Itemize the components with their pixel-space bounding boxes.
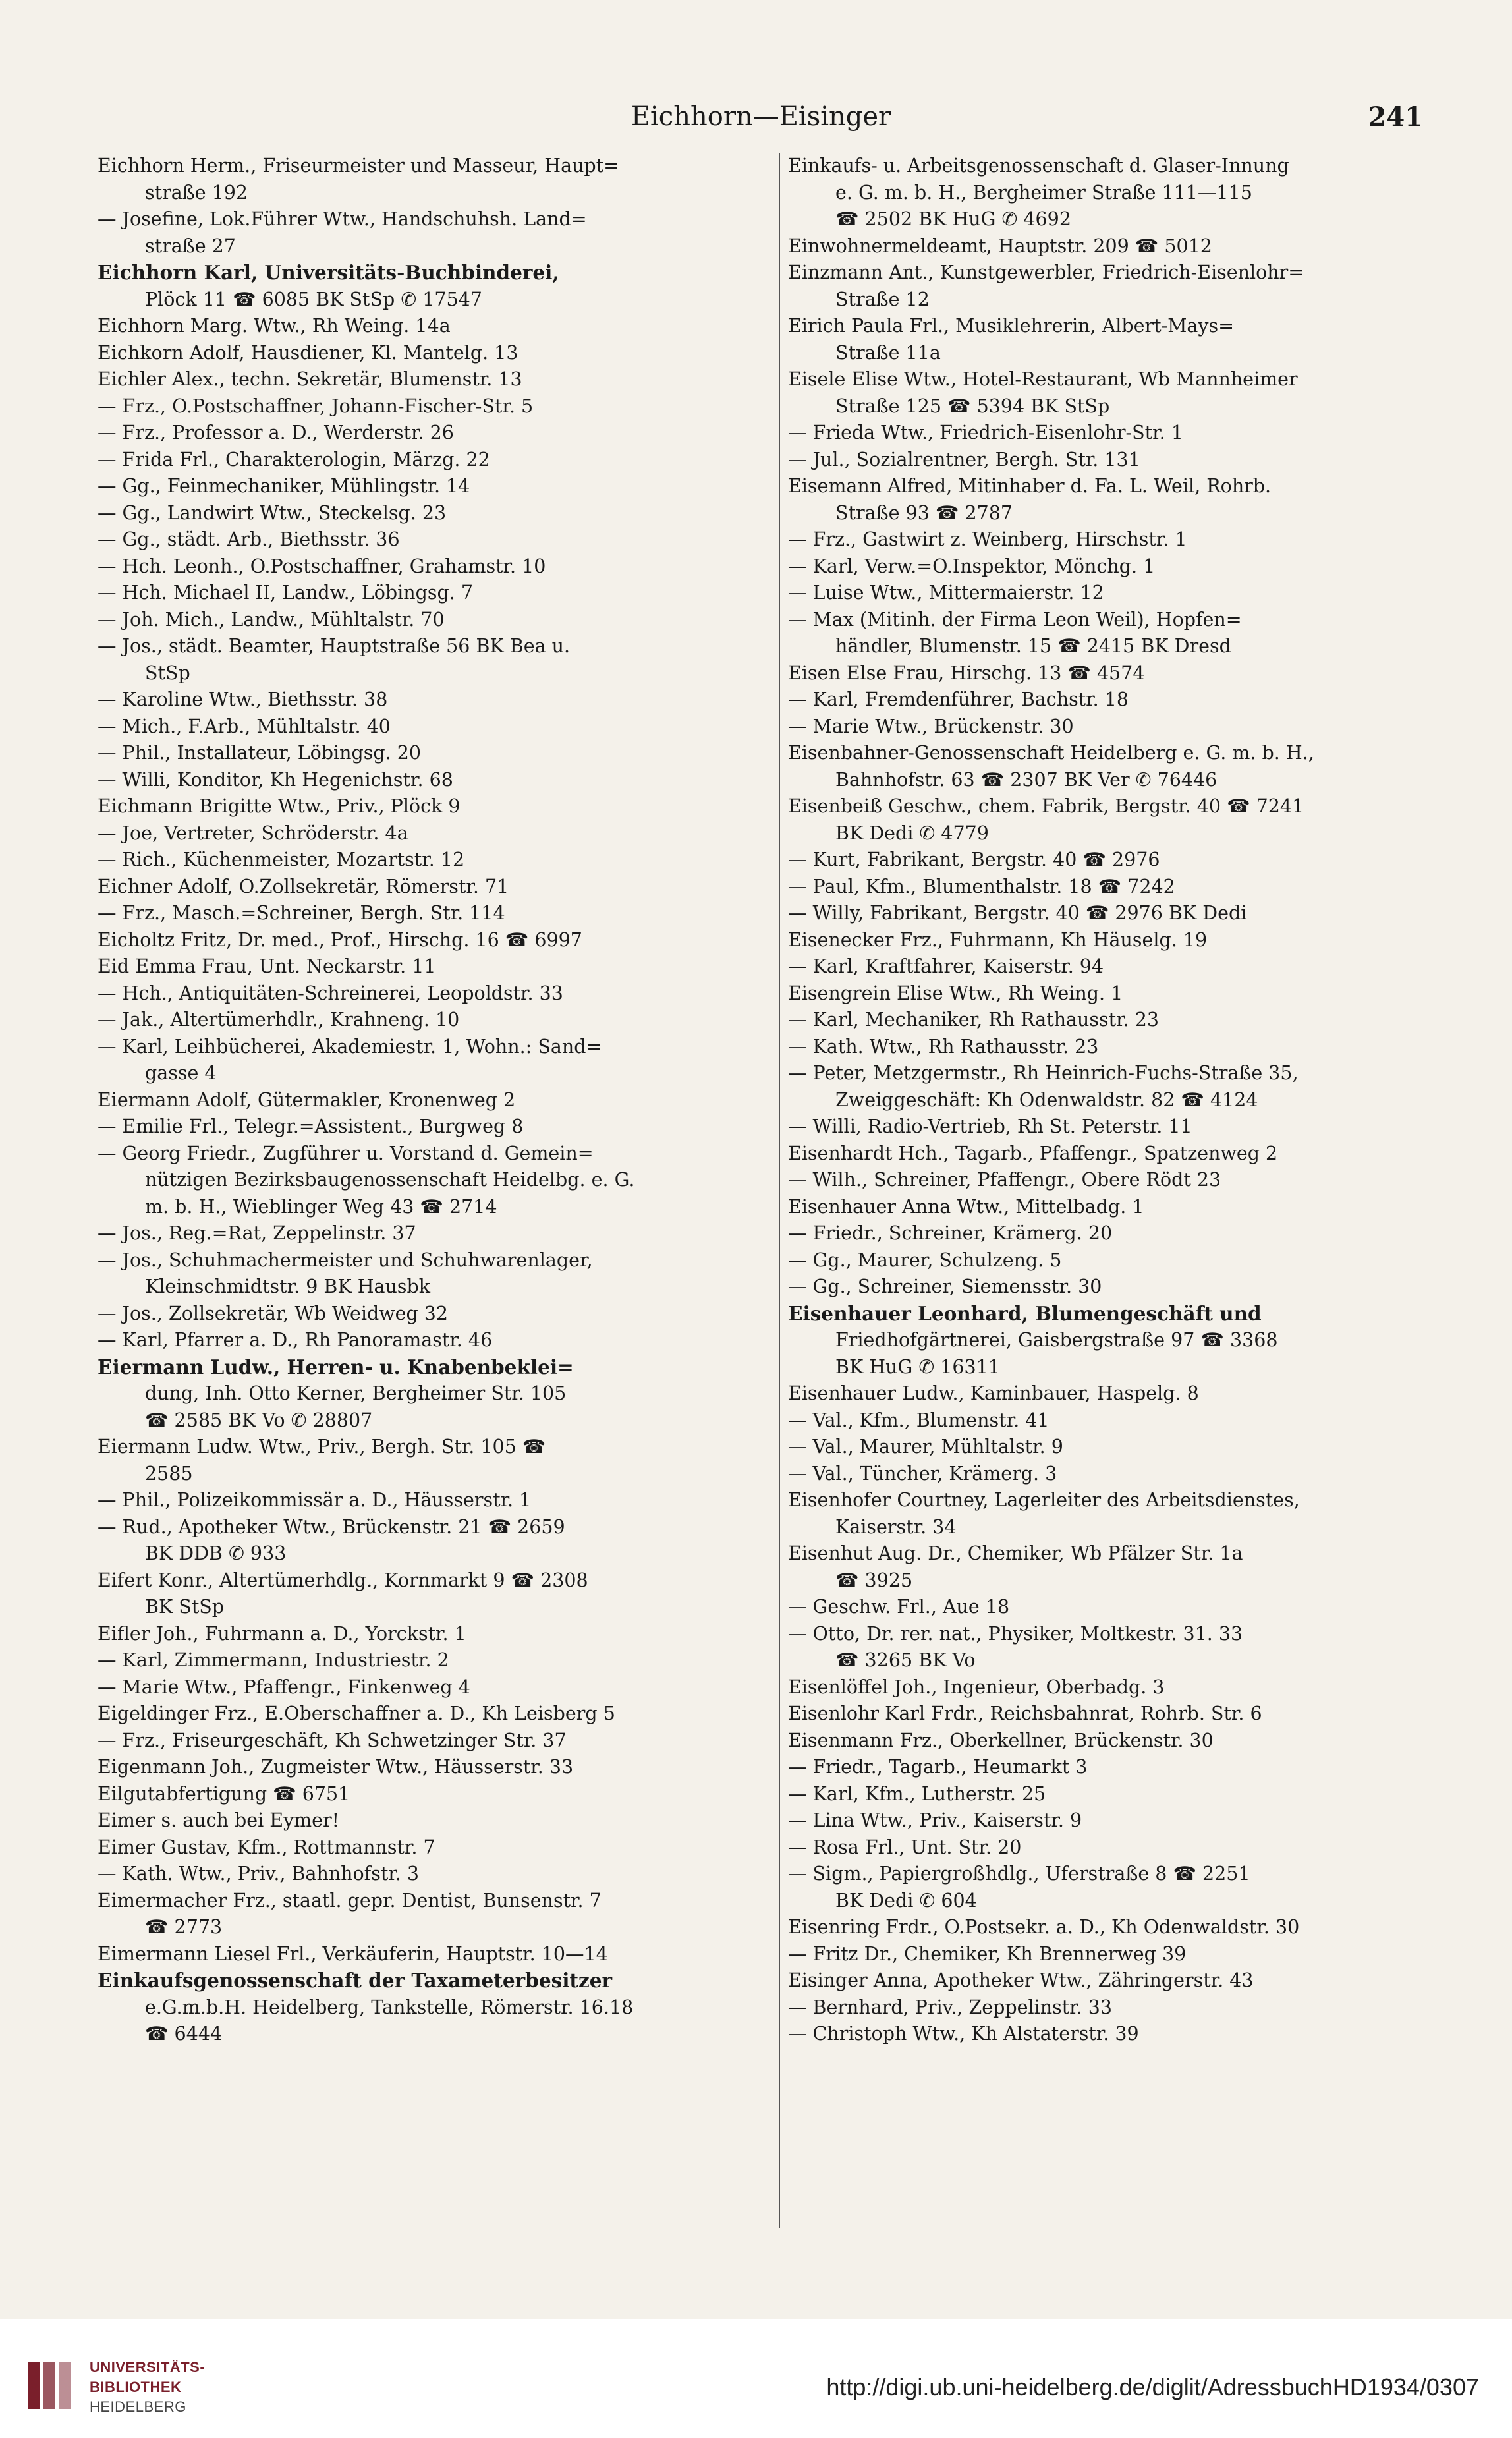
directory-entry: Einwohnermeldeamt, Hauptstr. 209 ☎ 5012 — [788, 235, 1212, 257]
directory-entry: Eisenmann Frz., Oberkellner, Brückenstr. 30 — [788, 1729, 1214, 1751]
directory-entry: — Frz., Gastwirt z. Weinberg, Hirschstr. 1 — [788, 528, 1187, 550]
directory-entry: — Karl, Fremdenführer, Bachstr. 18 — [788, 689, 1129, 710]
directory-entry: — Karl, Zimmermann, Industriestr. 2 — [98, 1649, 449, 1671]
directory-entry: — Rich., Küchenmeister, Mozartstr. 12 — [98, 849, 465, 870]
directory-entry: Eichhorn Marg. Wtw., Rh Weing. 14a — [98, 315, 451, 337]
directory-entry: — Georg Friedr., Zugführer u. Vorstand d. Gemein= — [98, 1142, 594, 1164]
directory-entry: — Peter, Metzgermstr., Rh Heinrich-Fuchs-Straße 35, — [788, 1062, 1299, 1084]
directory-entry: — Rud., Apotheker Wtw., Brückenstr. 21 ☎ 2659 — [98, 1516, 565, 1538]
directory-entry: — Emilie Frl., Telegr.=Assistent., Burgweg 8 — [98, 1116, 524, 1137]
directory-entry: — Kurt, Fabrikant, Bergstr. 40 ☎ 2976 — [788, 849, 1160, 870]
directory-entry: Eisenlöffel Joh., Ingenieur, Oberbadg. 3 — [788, 1676, 1165, 1698]
directory-entry: — Josefine, Lok.Führer Wtw., Handschuhsh. Land= — [98, 208, 587, 230]
directory-entry: — Karl, Verw.=O.Inspektor, Mönchg. 1 — [788, 555, 1156, 577]
directory-entry: — Gg., städt. Arb., Biethsstr. 36 — [98, 528, 400, 550]
directory-entry: Eimermacher Frz., staatl. gepr. Dentist, Bunsenstr. 7 — [98, 1889, 602, 1912]
logo-text-line1: UNIVERSITÄTS- — [90, 2359, 206, 2375]
entry-continuation: 2585 — [145, 1462, 193, 1485]
directory-entry: — Jos., Zollsekretär, Wb Weidweg 32 — [98, 1302, 449, 1324]
entry-continuation: Straße 11a — [835, 341, 941, 364]
entry-continuation: nützigen Bezirksbaugenossenschaft Heidelbg. e. G. — [145, 1169, 635, 1191]
entry-continuation: ☎ 6444 — [145, 2023, 223, 2045]
directory-entry: — Otto, Dr. rer. nat., Physiker, Moltkestr. 31. 33 — [788, 1622, 1243, 1645]
directory-entry: — Phil., Polizeikommissär a. D., Häusserstr. 1 — [98, 1489, 532, 1511]
directory-entry: Eisenhauer Leonhard, Blumengeschäft und — [788, 1301, 1262, 1325]
entry-continuation: ☎ 2773 — [145, 1916, 223, 1938]
directory-entry: — Friedr., Schreiner, Krämerg. 20 — [788, 1222, 1113, 1244]
directory-entry: — Willi, Konditor, Kh Hegenichstr. 68 — [98, 768, 453, 791]
directory-entry: Eisenhofer Courtney, Lagerleiter des Arbeitsdienstes, — [788, 1489, 1300, 1511]
entry-continuation: BK Dedi ✆ 604 — [835, 1889, 977, 1912]
directory-entry: — Karl, Pfarrer a. D., Rh Panoramastr. 46 — [98, 1329, 493, 1351]
directory-entry: — Kath. Wtw., Rh Rathausstr. 23 — [788, 1035, 1099, 1058]
entry-continuation: m. b. H., Wieblinger Weg 43 ☎ 2714 — [145, 1195, 497, 1218]
entry-continuation: BK HuG ✆ 16311 — [835, 1355, 1000, 1378]
directory-entry: — Karl, Kfm., Lutherstr. 25 — [788, 1782, 1046, 1805]
page-title: Eichhorn—Eisinger — [630, 101, 891, 132]
directory-entry: Eimer s. auch bei Eymer! — [98, 1809, 340, 1831]
directory-entry: — Kath. Wtw., Priv., Bahnhofstr. 3 — [98, 1863, 420, 1885]
directory-entry: — Marie Wtw., Brückenstr. 30 — [788, 715, 1074, 737]
directory-entry: — Marie Wtw., Pfaffengr., Finkenweg 4 — [98, 1676, 470, 1698]
entry-continuation: gasse 4 — [145, 1062, 217, 1084]
directory-entry: Eichmann Brigitte Wtw., Priv., Plöck 9 — [98, 795, 461, 817]
directory-entry: — Christoph Wtw., Kh Alstaterstr. 39 — [788, 2023, 1139, 2045]
directory-entry: — Willy, Fabrikant, Bergstr. 40 ☎ 2976 BK Dedi — [788, 902, 1247, 924]
directory-entry: — Bernhard, Priv., Zeppelinstr. 33 — [788, 1996, 1113, 2018]
directory-entry: Eisenbahner-Genossenschaft Heidelberg e. G. m. b. H., — [788, 742, 1314, 764]
directory-entry: Eiermann Ludw., Herren- u. Knabenbeklei= — [98, 1355, 574, 1378]
directory-entry: — Karl, Kraftfahrer, Kaiserstr. 94 — [788, 955, 1104, 977]
directory-entry: Eifler Joh., Fuhrmann a. D., Yorckstr. 1 — [98, 1622, 466, 1645]
directory-entry: — Max (Mitinh. der Firma Leon Weil), Hopfen= — [788, 608, 1242, 631]
entry-continuation: Kleinschmidtstr. 9 BK Hausbk — [145, 1276, 431, 1297]
directory-entry: — Frz., Professor a. D., Werderstr. 26 — [98, 422, 454, 443]
directory-entry: — Paul, Kfm., Blumenthalstr. 18 ☎ 7242 — [788, 875, 1175, 897]
directory-entry: Eirich Paula Frl., Musiklehrerin, Albert-Mays= — [788, 315, 1235, 337]
source-url-link[interactable]: http://digi.ub.uni-heidelberg.de/diglit/AdressbuchHD1934/0307 — [826, 2373, 1479, 2400]
directory-entry: — Wilh., Schreiner, Pfaffengr., Obere Rödt 23 — [788, 1169, 1221, 1191]
directory-entry: — Joe, Vertreter, Schröderstr. 4a — [98, 822, 408, 844]
directory-entry: — Jos., Reg.=Rat, Zeppelinstr. 37 — [98, 1222, 416, 1244]
entry-continuation: Straße 12 — [835, 288, 930, 310]
directory-entry: Eisenecker Frz., Fuhrmann, Kh Häuselg. 19 — [788, 928, 1208, 951]
directory-entry: Eigeldinger Frz., E.Oberschaffner a. D., Kh Leisberg 5 — [98, 1703, 615, 1724]
entry-continuation: ☎ 2585 BK Vo ✆ 28807 — [145, 1409, 373, 1431]
library-logo[interactable] — [26, 2355, 224, 2421]
page-number: 241 — [1368, 101, 1423, 132]
directory-entry: Eisele Elise Wtw., Hotel-Restaurant, Wb Mannheimer — [788, 368, 1298, 390]
entry-continuation: ☎ 2502 BK HuG ✆ 4692 — [835, 208, 1071, 230]
directory-entry: — Geschw. Frl., Aue 18 — [788, 1596, 1010, 1618]
entry-continuation: händler, Blumenstr. 15 ☎ 2415 BK Dresd — [835, 635, 1231, 657]
library-logo-icon — [26, 2359, 72, 2412]
directory-entry: Eiermann Ludw. Wtw., Priv., Bergh. Str. 105 ☎ — [98, 1436, 546, 1458]
entry-continuation: BK StSp — [145, 1596, 225, 1618]
footer-bar — [0, 2319, 1512, 2438]
directory-entry: — Gg., Schreiner, Siemensstr. 30 — [788, 1276, 1102, 1297]
directory-entry: — Frida Frl., Charakterologin, Märzg. 22 — [98, 448, 490, 470]
column-divider — [779, 153, 780, 2228]
right-column — [788, 153, 1437, 2228]
directory-entry: — Frz., O.Postschaffner, Johann-Fischer-Str. 5 — [98, 395, 534, 417]
directory-entry: Eisemann Alfred, Mitinhaber d. Fa. L. Weil, Rohrb. — [788, 475, 1272, 497]
directory-entry: Eisenhauer Anna Wtw., Mittelbadg. 1 — [788, 1195, 1144, 1218]
directory-entry: Eicholtz Fritz, Dr. med., Prof., Hirschg. 16 ☎ 6997 — [98, 928, 582, 951]
directory-entry: — Joh. Mich., Landw., Mühltalstr. 70 — [98, 608, 445, 631]
logo-text-line2: BIBLIOTHEK — [90, 2379, 182, 2395]
entry-continuation: straße 192 — [145, 181, 248, 204]
directory-entry: Eimermann Liesel Frl., Verkäuferin, Hauptstr. 10—14 — [98, 1942, 608, 1965]
entry-continuation: straße 27 — [145, 235, 236, 257]
directory-entry: — Hch. Michael II, Landw., Löbingsg. 7 — [98, 582, 473, 604]
directory-entry: Eichhorn Herm., Friseurmeister und Masseur, Haupt= — [98, 155, 620, 177]
directory-entry: — Fritz Dr., Chemiker, Kh Brennerweg 39 — [788, 1942, 1187, 1965]
entry-continuation: Straße 93 ☎ 2787 — [835, 501, 1013, 524]
entry-continuation: Straße 125 ☎ 5394 BK StSp — [835, 395, 1110, 417]
directory-entry: — Lina Wtw., Priv., Kaiserstr. 9 — [788, 1809, 1082, 1831]
directory-entry: — Gg., Feinmechaniker, Mühlingstr. 14 — [98, 475, 470, 497]
directory-entry: Einzmann Ant., Kunstgewerbler, Friedrich-Eisenlohr= — [788, 262, 1304, 283]
directory-entry: — Mich., F.Arb., Mühltalstr. 40 — [98, 715, 391, 737]
directory-entry: — Karl, Leihbücherei, Akademiestr. 1, Wohn.: Sand= — [98, 1035, 602, 1058]
directory-entry: Eichner Adolf, O.Zollsekretär, Römerstr. 71 — [98, 875, 509, 897]
directory-entry: — Karl, Mechaniker, Rh Rathausstr. 23 — [788, 1009, 1159, 1031]
directory-entry: Eichhorn Karl, Universitäts-Buchbinderei, — [98, 261, 559, 284]
directory-entry: — Friedr., Tagarb., Heumarkt 3 — [788, 1756, 1088, 1778]
directory-entry: — Jos., Schuhmachermeister und Schuhwarenlager, — [98, 1249, 593, 1271]
directory-entry: Eigenmann Joh., Zugmeister Wtw., Häusserstr. 33 — [98, 1756, 574, 1778]
directory-entry: — Hch. Leonh., O.Postschaffner, Grahamstr. 10 — [98, 555, 546, 577]
directory-entry: — Hch., Antiquitäten-Schreinerei, Leopoldstr. 33 — [98, 982, 563, 1004]
directory-entry: Eisinger Anna, Apotheker Wtw., Zähringerstr. 43 — [788, 1970, 1254, 1991]
entry-continuation: Bahnhofstr. 63 ☎ 2307 BK Ver ✆ 76446 — [835, 768, 1218, 791]
directory-entry: Eilgutabfertigung ☎ 6751 — [98, 1782, 350, 1805]
directory-entry: — Jak., Altertümerhdlr., Krahneng. 10 — [98, 1009, 460, 1031]
directory-entry: — Rosa Frl., Unt. Str. 20 — [788, 1836, 1022, 1858]
directory-entry: Eisen Else Frau, Hirschg. 13 ☎ 4574 — [788, 662, 1145, 684]
directory-entry: Eisengrein Elise Wtw., Rh Weing. 1 — [788, 982, 1123, 1004]
directory-entry: — Gg., Maurer, Schulzeng. 5 — [788, 1249, 1062, 1271]
page-header — [99, 99, 1423, 138]
logo-text-line3: HEIDELBERG — [90, 2398, 186, 2415]
directory-entry: — Val., Kfm., Blumenstr. 41 — [788, 1409, 1050, 1431]
directory-entry: — Willi, Radio-Vertrieb, Rh St. Peterstr. 11 — [788, 1116, 1192, 1137]
directory-entry: Einkaufs- u. Arbeitsgenossenschaft d. Glaser-Innung — [788, 155, 1289, 177]
directory-entry: — Val., Tüncher, Krämerg. 3 — [788, 1462, 1057, 1485]
directory-entry: Eisenbeiß Geschw., chem. Fabrik, Bergstr. 40 ☎ 7241 — [788, 795, 1304, 817]
directory-entry: Eisenhut Aug. Dr., Chemiker, Wb Pfälzer Str. 1a — [788, 1543, 1243, 1564]
directory-entry: Eisenhauer Ludw., Kaminbauer, Haspelg. 8 — [788, 1382, 1199, 1404]
directory-entry: — Luise Wtw., Mittermaierstr. 12 — [788, 582, 1104, 604]
directory-entry: Eisenring Frdr., O.Postsekr. a. D., Kh Odenwaldstr. 30 — [788, 1916, 1300, 1938]
directory-entry: — Jul., Sozialrentner, Bergh. Str. 131 — [788, 448, 1140, 470]
directory-entry: — Karoline Wtw., Biethsstr. 38 — [98, 689, 388, 710]
directory-entry: Eiermann Adolf, Gütermakler, Kronenweg 2 — [98, 1089, 516, 1111]
entry-continuation: e.G.m.b.H. Heidelberg, Tankstelle, Römerstr. 16.18 — [145, 1996, 634, 2018]
entry-continuation: BK DDB ✆ 933 — [145, 1543, 287, 1564]
entry-continuation: ☎ 3925 — [835, 1569, 913, 1591]
directory-entry: — Phil., Installateur, Löbingsg. 20 — [98, 742, 421, 764]
directory-entry: Eid Emma Frau, Unt. Neckarstr. 11 — [98, 955, 436, 977]
directory-entry: Eisenlohr Karl Frdr., Reichsbahnrat, Rohrb. Str. 6 — [788, 1703, 1262, 1724]
entry-continuation: dung, Inh. Otto Kerner, Bergheimer Str. 105 — [145, 1382, 567, 1404]
directory-entry: — Jos., städt. Beamter, Hauptstraße 56 BK Bea u. — [98, 635, 571, 657]
entry-continuation: StSp — [145, 662, 190, 684]
directory-entry: — Val., Maurer, Mühltalstr. 9 — [788, 1436, 1063, 1458]
entry-continuation: Zweiggeschäft: Kh Odenwaldstr. 82 ☎ 4124 — [835, 1089, 1258, 1111]
directory-entry: — Sigm., Papiergroßhdlg., Uferstraße 8 ☎ 2251 — [788, 1863, 1250, 1885]
directory-entry: Einkaufsgenossenschaft der Taxameterbesitzer — [98, 1969, 613, 1992]
entry-continuation: BK Dedi ✆ 4779 — [835, 822, 989, 844]
entry-continuation: Kaiserstr. 34 — [835, 1516, 957, 1538]
directory-entry: — Gg., Landwirt Wtw., Steckelsg. 23 — [98, 501, 447, 524]
entry-continuation: Plöck 11 ☎ 6085 BK StSp ✆ 17547 — [145, 288, 482, 310]
entry-continuation: ☎ 3265 BK Vo — [835, 1649, 976, 1671]
directory-entry: Eichkorn Adolf, Hausdiener, Kl. Mantelg. 13 — [98, 341, 518, 364]
directory-entry: — Frz., Friseurgeschäft, Kh Schwetzinger Str. 37 — [98, 1729, 567, 1751]
directory-entry: Eichler Alex., techn. Sekretär, Blumenstr. 13 — [98, 368, 522, 390]
directory-entry: — Frz., Masch.=Schreiner, Bergh. Str. 114 — [98, 902, 505, 924]
directory-entry: Eifert Konr., Altertümerhdlg., Kornmarkt 9 ☎ 2308 — [98, 1569, 588, 1591]
directory-entry: — Frieda Wtw., Friedrich-Eisenlohr-Str. 1 — [788, 422, 1183, 443]
directory-entry: Eisenhardt Hch., Tagarb., Pfaffengr., Spatzenweg 2 — [788, 1142, 1278, 1164]
directory-entry: Eimer Gustav, Kfm., Rottmannstr. 7 — [98, 1836, 435, 1858]
left-column — [98, 153, 746, 2228]
entry-continuation: Friedhofgärtnerei, Gaisbergstraße 97 ☎ 3368 — [835, 1329, 1278, 1351]
entry-continuation: e. G. m. b. H., Bergheimer Straße 111—115 — [835, 181, 1252, 204]
